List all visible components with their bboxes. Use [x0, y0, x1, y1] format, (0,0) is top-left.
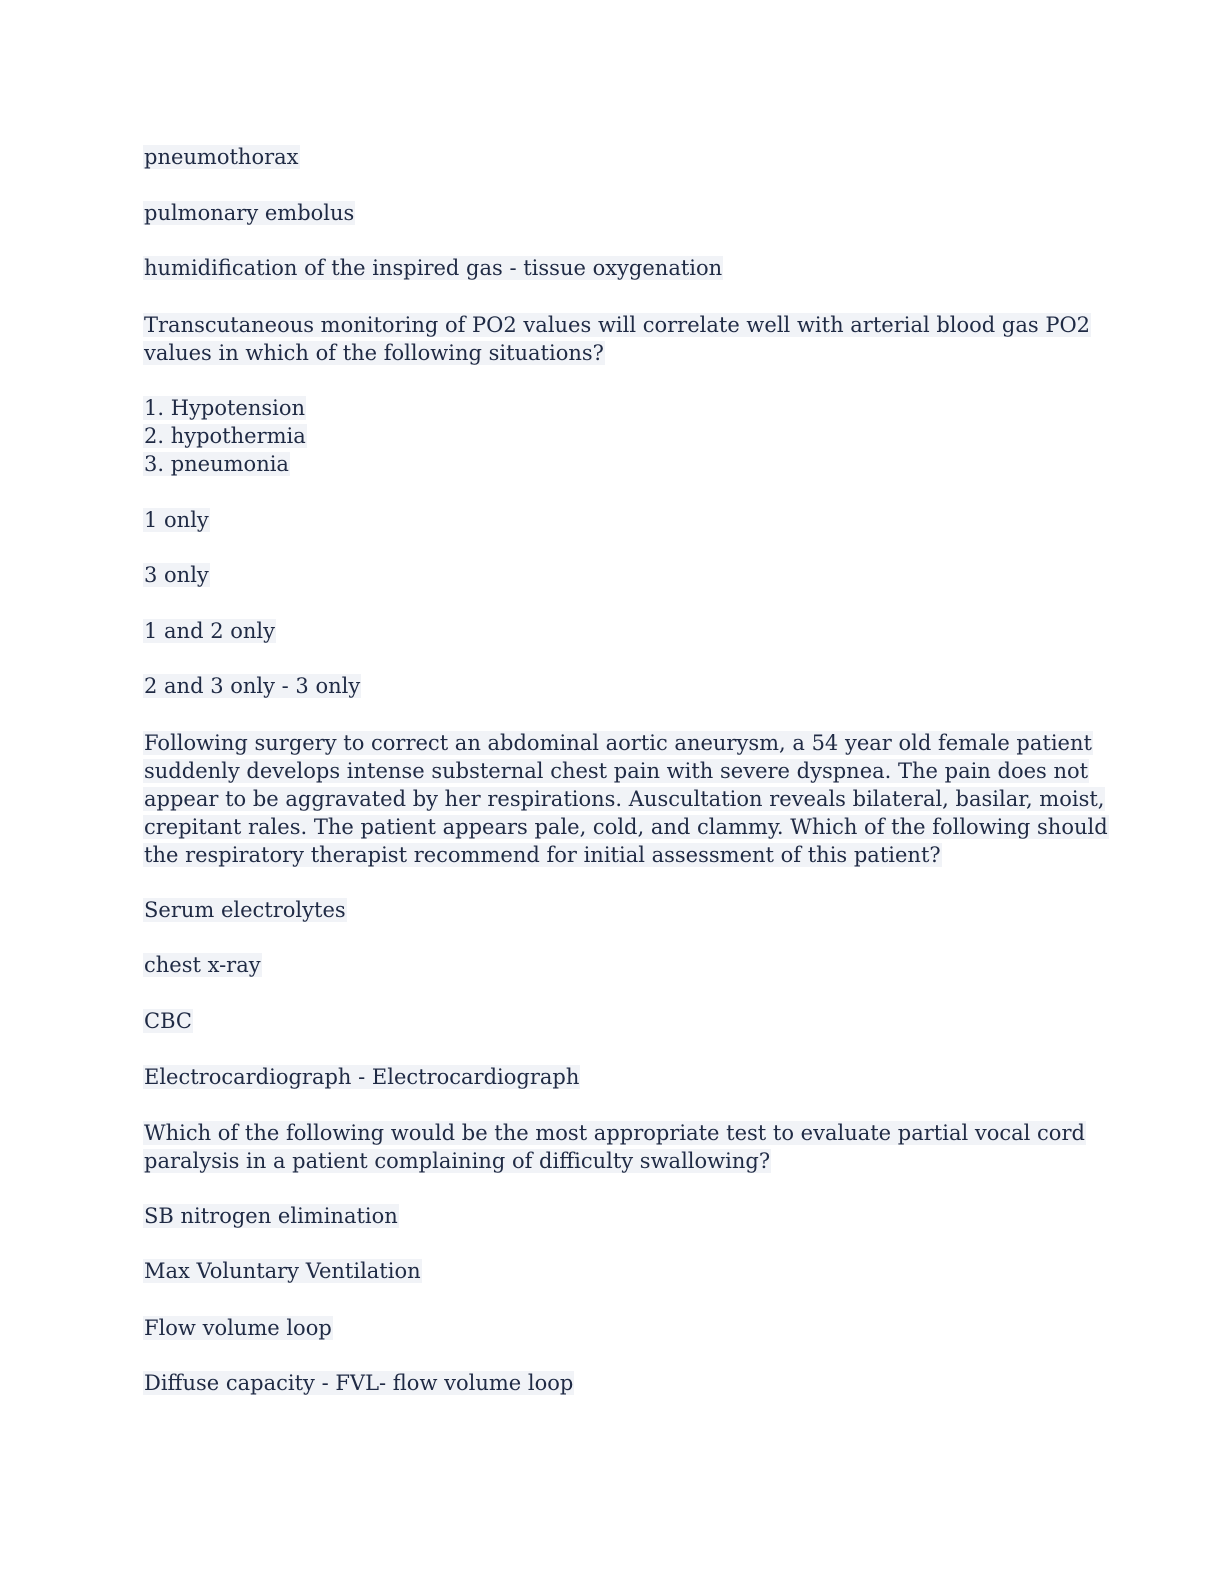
option-text: 2 and 3 only - 3 only: [144, 674, 361, 698]
numbered-list: [143, 394, 307, 478]
question-aneurysm: [143, 729, 1109, 869]
option-text: 3 only: [144, 563, 209, 587]
option-text: 1 only: [144, 508, 209, 532]
answer-option: [143, 561, 210, 589]
answer-option: [143, 506, 210, 534]
answer-text: [143, 199, 355, 227]
answer-option: [143, 1314, 333, 1342]
answer-option: [143, 1257, 422, 1285]
question-line: appear to be aggravated by her respirations. Auscultation reveals bilateral, basilar, moist,: [144, 787, 1105, 811]
question-vocal-cord: [143, 1119, 1086, 1175]
answer-option: [143, 1202, 399, 1230]
option-text: CBC: [144, 1009, 192, 1033]
answer-option: [143, 617, 276, 645]
answer-humidification: humidification of the inspired gas - tissue oxygenation: [144, 256, 723, 280]
question-line: Transcutaneous monitoring of PO2 values will correlate well with arterial blood gas PO2: [144, 313, 1091, 337]
question-tcpo2: [143, 311, 1091, 367]
answer-option: [143, 1007, 193, 1035]
answer-option: [143, 1063, 580, 1091]
option-text: Electrocardiograph - Electrocardiograph: [144, 1065, 580, 1089]
option-text: chest x-ray: [144, 953, 261, 977]
list-item: 1. Hypotension: [144, 396, 306, 420]
question-line: suddenly develops intense substernal chest pain with severe dyspnea. The pain does not: [144, 759, 1089, 783]
answer-pulmonary-embolus: pulmonary embolus: [144, 201, 355, 225]
answer-option: [143, 1369, 574, 1397]
question-line: Following surgery to correct an abdominal aortic aneurysm, a 54 year old female patient: [144, 731, 1092, 755]
option-text: Serum electrolytes: [144, 898, 346, 922]
list-item: 2. hypothermia: [144, 424, 306, 448]
question-line: Which of the following would be the most appropriate test to evaluate partial vocal cord: [144, 1121, 1085, 1145]
question-line: the respiratory therapist recommend for initial assessment of this patient?: [144, 843, 941, 867]
question-line: paralysis in a patient complaining of difficulty swallowing?: [144, 1149, 771, 1173]
document-page: [143, 0, 1108, 1584]
answer-text: [143, 143, 300, 171]
option-text: Diffuse capacity - FVL- flow volume loop: [144, 1371, 574, 1395]
option-text: SB nitrogen elimination: [144, 1204, 398, 1228]
list-item: 3. pneumonia: [144, 452, 289, 476]
question-line: crepitant rales. The patient appears pale, cold, and clammy. Which of the following should: [144, 815, 1108, 839]
answer-pneumothorax: pneumothorax: [144, 145, 299, 169]
answer-option: [143, 672, 361, 700]
answer-text: [143, 254, 723, 282]
option-text: Max Voluntary Ventilation: [144, 1259, 421, 1283]
answer-option: [143, 896, 347, 924]
question-line: values in which of the following situations?: [144, 341, 604, 365]
answer-option: [143, 951, 262, 979]
option-text: 1 and 2 only: [144, 619, 275, 643]
option-text: Flow volume loop: [144, 1316, 332, 1340]
